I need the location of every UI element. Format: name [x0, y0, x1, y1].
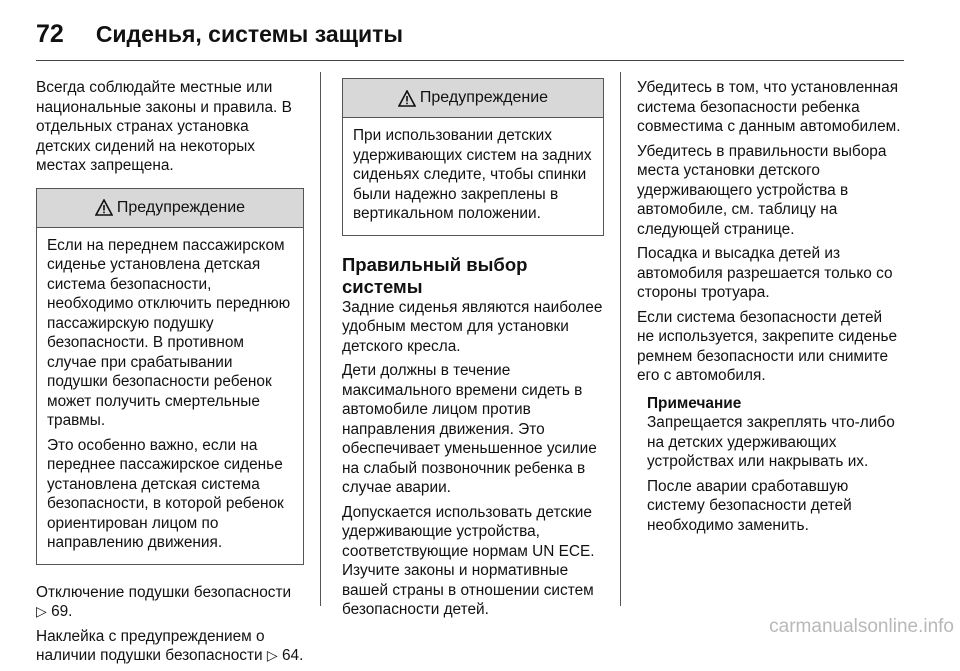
page-header — [36, 14, 906, 54]
note-title: Примечание — [647, 394, 742, 412]
body-paragraph: Убедитесь в правильности выбора места установки детского удерживающего устройства в автомобиле, см. таблицу на следующей странице. — [637, 142, 887, 238]
warning-header — [343, 79, 603, 118]
page-ref-arrow-icon: ▷ — [36, 603, 47, 619]
warning-body — [343, 118, 603, 235]
body-paragraph: Убедитесь в том, что установленная система безопасности ребенка совместима с данным автомобилем. — [637, 79, 901, 135]
ref-text: Отключение подушки безопасности — [36, 583, 292, 601]
column-1 — [36, 78, 304, 671]
airbag-label-ref[interactable] — [36, 627, 304, 666]
body-paragraph: Дети должны в течение максимального времени сидеть в автомобиле лицом против направления движения. Это обеспечивает уменьшенное усилие на слабый позвоночник ребенка в случае аварии. — [342, 362, 597, 496]
warning-triangle-icon — [95, 199, 113, 216]
warning-paragraph: При использовании детских удерживающих систем на задних сиденьях следите, чтобы спинки были надежно закреплены в вертикальном положении. — [353, 127, 592, 222]
page-title: Сиденья, системы защиты — [95, 20, 404, 47]
note-paragraph: После аварии сработавшую систему безопасности детей необходимо заменить. — [647, 477, 852, 534]
warning-header — [37, 189, 303, 228]
column-3 — [637, 78, 902, 540]
warning-paragraph: Если на переднем пассажирском сиденье установлена детская система безопасности, необходимо отключить переднюю пассажирскую подушку безопасности. В противном случае при срабатывании подушки безопасности ребенок может получить смертельные травмы. — [47, 236, 291, 429]
ref-page: 69. — [51, 603, 73, 620]
warning-box — [36, 188, 304, 565]
warning-body — [37, 228, 303, 564]
column-divider — [320, 72, 321, 606]
ref-page: 64. — [281, 647, 304, 664]
warning-box — [342, 78, 604, 236]
body-paragraph: Задние сиденья являются наиболее удобным местом для установки детского кресла. — [342, 298, 603, 355]
header-rule — [36, 60, 904, 61]
body-paragraph: Посадка и высадка детей из автомобиля разрешается только со стороны тротуара. — [637, 245, 893, 301]
page-ref-arrow-icon: ▷ — [266, 647, 278, 663]
warning-title: Предупреждение — [419, 89, 549, 107]
column-divider — [620, 72, 621, 606]
section-title: Правильный выбор системы — [342, 253, 528, 297]
warning-title: Предупреждение — [116, 198, 246, 216]
body-paragraph: Допускается использовать детские удерживающие устройства, соответствующие нормам UN ECE. Изучите законы и нормативные вашей страны в отношении систем безопасности детей. — [342, 503, 595, 618]
intro-paragraph: Всегда соблюдайте местные или национальные законы и правила. В отдельных странах установка детских сидений на некоторых местах запрещена. — [36, 79, 292, 174]
column-2 — [342, 78, 604, 625]
body-paragraph: Если система безопасности детей не используется, закрепите сиденье ремнем безопасности или снимите его с автомобиля. — [637, 308, 898, 384]
note-paragraph: Запрещается закреплять что-либо на детских удерживающих устройствах или накрывать их. — [647, 414, 895, 470]
airbag-deactivation-ref[interactable] — [36, 583, 304, 622]
note-block — [647, 394, 902, 536]
ref-text: Наклейка с предупреждением о наличии подушки безопасности — [36, 627, 265, 664]
page-number: 72 — [36, 19, 64, 48]
warning-paragraph: Это особенно важно, если на переднее пассажирское сиденье установлена детская система безопасности, в которой ребенок ориентирован лицом по направлению движения. — [47, 436, 284, 551]
watermark: carmanualsonline.info — [769, 616, 954, 637]
warning-triangle-icon — [398, 90, 416, 107]
